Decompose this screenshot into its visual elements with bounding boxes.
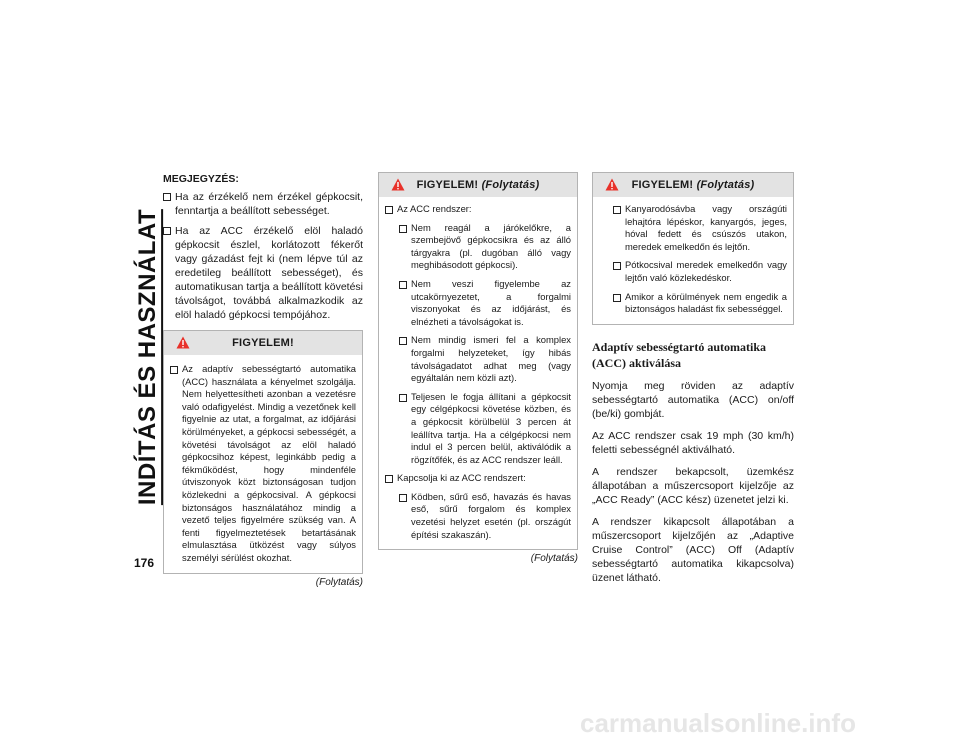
- note-item-text: Ha az érzékelő nem érzékel gépkocsit, fenntartja a beállított sebességet.: [175, 191, 363, 217]
- body-paragraph: A rendszer bekapcsolt, üzemkész állapotában a műszercsoport kijelzője az „ACC Ready” (ACC kész) üzenetet jelzi ki.: [592, 465, 794, 506]
- checkbox-bullet-icon: [399, 281, 407, 289]
- warning-title: FIGYELEM! (Folytatás): [631, 179, 755, 191]
- note-title: MEGJEGYZÉS:: [163, 173, 239, 185]
- warning-item-text: Az adaptív sebességtartó automatika (ACC) használata a kényelmet szolgálja. Nem helyettesítheti azonban a vezetésre való odafigyelést. Mindig a vezetőnek kell figyelnie az utat, a forgalmat, az időjárási körülményeket, a gépkocsi sebességét, a követési távolságot az elöl haladó gépkocsihoz képest, leginkább pedig a fékműködést, hogy mindenféle útviszonyok közt biztonságosan tudjon közlekedni a gépkocsival. A gépkocsi biztonságos használatához mindig a vezető teljes figyelmére szükség van. A fenti figyelmeztetések betartásának elmulasztása ütközést vagy súlyos személyi sérülést okozhat.: [182, 363, 356, 563]
- warning-box: [592, 172, 794, 325]
- warning-item: [170, 363, 356, 565]
- note-item-text: Ha az ACC érzékelő elöl haladó gépkocsit észlel, korlátozott fékerőt vagy gázadást fejt ki (nem lépve túl az eredetileg beállított sebességet), és automatikusan tartja a beállított követési távolságot, továbbá alkalmazkodik az elöl haladó gépkocsi tempójához.: [175, 225, 363, 321]
- checkbox-bullet-icon: [399, 494, 407, 502]
- warning-sub-item: [399, 222, 571, 272]
- warning-box: [163, 330, 363, 574]
- warning-sub-item-text: Teljesen le fogja állítani a gépkocsit egy célgépkocsi követése közben, és a gépkocsit körülbelül 3 percen át leállítva tartja. Ha a célgépkocsi nem indul el 3 percen belül, aktiválódik a rögzítőfék, és az ACC rendszer leáll.: [411, 390, 571, 465]
- warning-sub-item: [399, 491, 571, 541]
- page-number: 176: [134, 556, 155, 570]
- warning-item: [385, 203, 571, 216]
- warning-sub-item-text: Kanyarodósávba vagy országúti lehajtóra lépéskor, kanyargós, jeges, hóval fedett és csúszós utakon, meredek emelkedőn és lejtőn.: [625, 203, 787, 252]
- warning-sub-item-text: Nem reagál a járókelőkre, a szembejövő gépkocsikra és az álló tárgyakra (pl. dugóban álló vagy meghibásodott gépkocsi).: [411, 221, 571, 271]
- warning-sub-item: [399, 278, 571, 328]
- warning-sub-item-text: Amikor a körülmények nem engedik a biztonságos haladást fix sebességgel.: [625, 290, 787, 315]
- section-side-title-text: INDÍTÁS ÉS HASZNÁLAT: [134, 208, 161, 506]
- checkbox-bullet-icon: [170, 366, 178, 374]
- warning-sub-item: [399, 334, 571, 384]
- warning-sub-item: [399, 391, 571, 467]
- warning-box: [378, 172, 578, 550]
- warning-item-text: Kapcsolja ki az ACC rendszert:: [397, 472, 526, 484]
- warning-sub-item-text: Nem mindig ismeri fel a komplex forgalmi helyzeteket, így hibás távolságadatot adhat meg (vagy egyáltalán nem közli azt).: [411, 334, 571, 384]
- checkbox-bullet-icon: [385, 206, 393, 214]
- warning-item-text: Az ACC rendszer:: [397, 203, 472, 214]
- checkbox-bullet-icon: [163, 193, 171, 201]
- body-paragraph: Nyomja meg röviden az adaptív sebességtartó automatika (ACC) on/off (be/ki) gombját.: [592, 379, 794, 420]
- warning-sub-item: [613, 203, 787, 253]
- checkbox-bullet-icon: [613, 294, 621, 302]
- column-3: [592, 172, 794, 593]
- warning-body: [164, 355, 362, 573]
- section-heading: Adaptív sebességtartó automatika (ACC) aktiválása: [592, 339, 766, 370]
- watermark: carmanualsonline.info: [580, 708, 856, 738]
- warning-sub-item-text: Ködben, sűrű eső, havazás és havas eső, sűrű forgalom és komplex vezetési helyzet esetén (pl. országút építési szakaszán).: [411, 490, 571, 540]
- continued-label: (Folytatás): [315, 576, 363, 588]
- checkbox-bullet-icon: [399, 337, 407, 345]
- checkbox-bullet-icon: [399, 225, 407, 233]
- body-paragraph: A rendszer kikapcsolt állapotában a műszercsoport kijelzőjén az „Adaptive Cruise Control” (ACC) Off (Adaptív sebességtartó automatika kikapcsolva) üzenet látható.: [592, 515, 794, 584]
- warning-triangle-icon: [176, 336, 190, 349]
- section-side-title: [132, 168, 166, 546]
- warning-item: [385, 472, 571, 485]
- column-2: [378, 172, 578, 566]
- checkbox-bullet-icon: [163, 227, 171, 235]
- warning-title: FIGYELEM! (Folytatás): [416, 179, 540, 191]
- checkbox-bullet-icon: [399, 394, 407, 402]
- warning-sub-item: [613, 291, 787, 316]
- warning-sub-item-text: Pótkocsival meredek emelkedőn vagy lejtőn való közlekedéskor.: [625, 259, 787, 283]
- checkbox-bullet-icon: [613, 206, 621, 214]
- warning-title-suffix: (Folytatás): [481, 179, 540, 191]
- warning-header: [379, 173, 577, 197]
- warning-sub-item: [613, 259, 787, 284]
- checkbox-bullet-icon: [385, 475, 393, 483]
- warning-triangle-icon: [391, 178, 405, 191]
- checkbox-bullet-icon: [613, 262, 621, 270]
- warning-header: [164, 331, 362, 355]
- warning-body: [379, 197, 577, 549]
- note-item: [163, 190, 363, 218]
- body-paragraph: Az ACC rendszer csak 19 mph (30 km/h) feletti sebességnél aktiválható.: [592, 429, 794, 456]
- continued-label: (Folytatás): [530, 553, 578, 565]
- warning-sub-item-text: Nem veszi figyelembe az utcakörnyezetet, a forgalmi viszonyokat és az időjárást, és elnézheti a távolságokat is.: [411, 277, 571, 327]
- warning-header: [593, 173, 793, 197]
- warning-body: [593, 197, 793, 324]
- column-1: [163, 172, 363, 590]
- note-item: [163, 224, 363, 322]
- warning-title-suffix: (Folytatás): [696, 179, 755, 191]
- warning-triangle-icon: [605, 178, 619, 191]
- warning-title: FIGYELEM!: [232, 337, 294, 349]
